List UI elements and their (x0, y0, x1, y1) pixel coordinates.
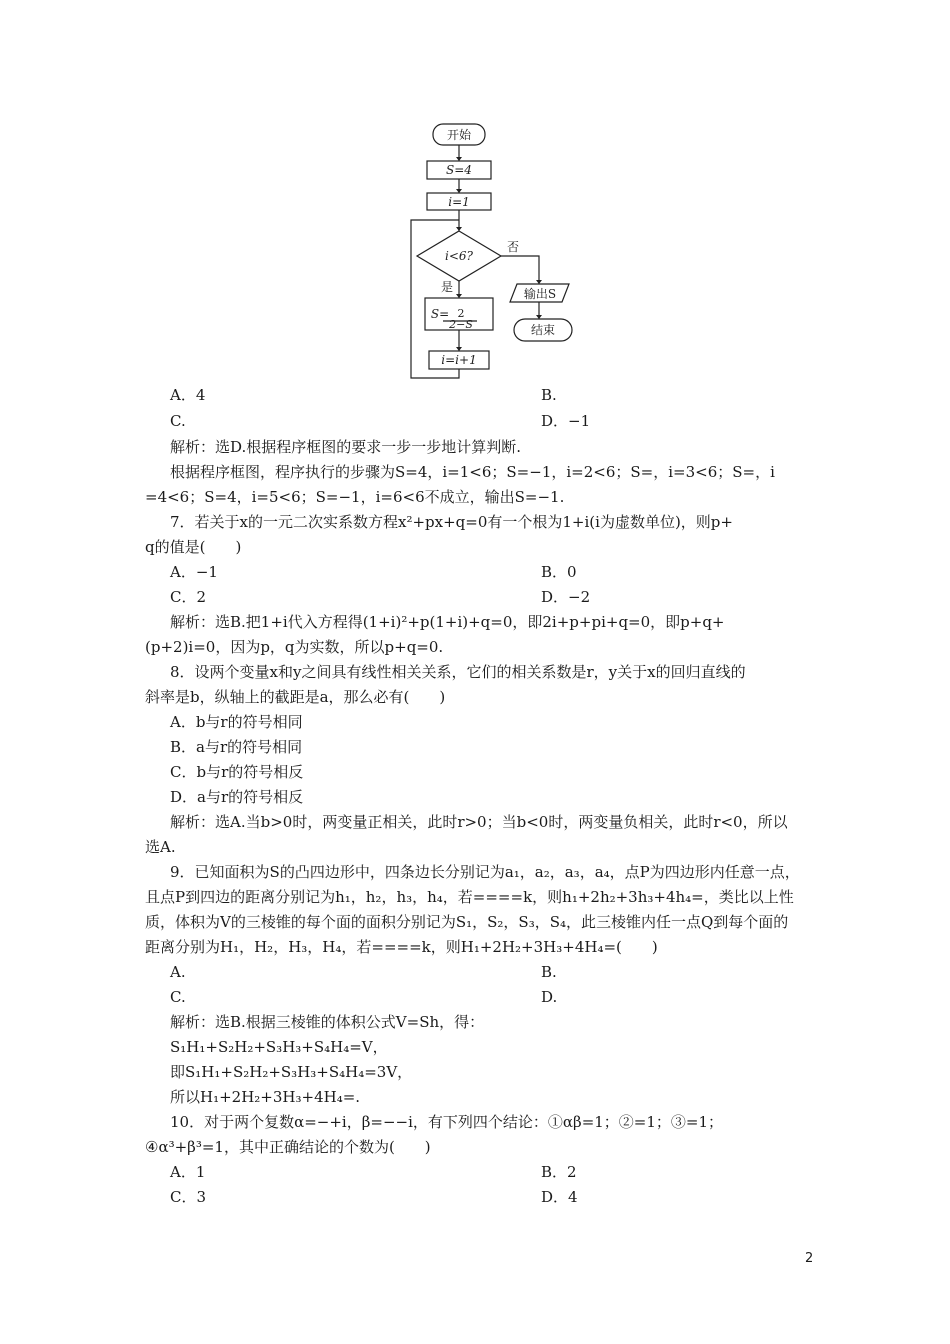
condition-label: i<6? (445, 249, 473, 263)
q10-stem-2: ④α³+β³=1，其中正确结论的个数为( ) (145, 1138, 431, 1156)
q6-analysis-3: =4<6；S=4，i=5<6；S=−1，i=6<6不成立，输出S=−1. (145, 488, 565, 506)
q9-stem-2: 且点P到四边的距离分别记为h₁，h₂，h₃，h₄，若====k，则h₁+2h₂+3h₃+4h₄=，类比以上性 (145, 888, 794, 906)
q8-option-a: A．b与r的符号相同 (170, 713, 303, 731)
q6-option-c: C. (170, 412, 186, 430)
q8-option-d: D．a与r的符号相反 (170, 788, 304, 806)
q7-stem-2: q的值是( ) (145, 538, 242, 556)
q8-option-c: C．b与r的符号相反 (170, 763, 304, 781)
incr-label: i=i+1 (441, 353, 477, 367)
no-label: 否 (506, 240, 520, 254)
i-init-label: i=1 (448, 195, 470, 209)
assign-lhs: S= (430, 307, 450, 321)
q7-analysis-1: 解析：选B.把1+i代入方程得(1+i)²+p(1+i)+q=0，即2i+p+pi+q=0，即p+q+ (170, 613, 725, 631)
q9-option-b: B. (541, 963, 557, 981)
q7-option-d: D．−2 (541, 588, 591, 606)
q10-option-b: B．2 (541, 1163, 577, 1181)
q9-option-d: D. (541, 988, 558, 1006)
q7-option-a: A．−1 (170, 563, 218, 581)
q6-option-b: B. (541, 386, 557, 404)
q9-stem-4: 距离分别为H₁，H₂，H₃，H₄，若====k，则H₁+2H₂+3H₃+4H₄=( ) (145, 938, 658, 956)
q10-option-a: A．1 (170, 1163, 206, 1181)
q6-option-d: D．−1 (541, 412, 591, 430)
q8-option-b: B．a与r的符号相同 (170, 738, 303, 756)
q8-stem-2: 斜率是b，纵轴上的截距是a，那么必有( ) (145, 688, 446, 706)
yes-label: 是 (440, 280, 454, 294)
s-init-label: S=4 (446, 163, 472, 177)
start-label: 开始 (446, 128, 472, 142)
q10-option-d: D．4 (541, 1188, 578, 1206)
q6-analysis-2: 根据程序框图，程序执行的步骤为S=4，i=1<6；S=−1，i=2<6；S=，i=3<6；S=，i (170, 463, 775, 481)
q6-analysis-1: 解析：选D.根据程序框图的要求一步一步地计算判断. (170, 438, 522, 456)
q10-stem-1: 10．对于两个复数α=−+i，β=−−i，有下列四个结论：①αβ=1；②=1；③=1； (170, 1113, 724, 1131)
q8-analysis-2: 选A. (145, 838, 176, 856)
page-number: 2 (805, 1251, 814, 1266)
q9-analysis-2: S₁H₁+S₂H₂+S₃H₃+S₄H₄=V， (170, 1038, 388, 1056)
q10-option-c: C．3 (170, 1188, 207, 1206)
q8-stem-1: 8．设两个变量x和y之间具有线性相关关系，它们的相关系数是r，y关于x的回归直线的 (170, 663, 746, 681)
q9-stem-3: 质，体积为V的三棱锥的每个面的面积分别记为S₁，S₂，S₃，S₄，此三棱锥内任一点Q到每个面的 (145, 913, 789, 931)
q8-analysis-1: 解析：选A.当b>0时，两变量正相关，此时r>0；当b<0时，两变量负相关，此时r<0，所以 (170, 813, 788, 831)
q9-analysis-1: 解析：选B.根据三棱锥的体积公式V=Sh，得： (170, 1013, 485, 1031)
q9-analysis-4: 所以H₁+2H₂+3H₃+4H₄=. (170, 1088, 361, 1106)
q9-option-a: A. (170, 963, 186, 981)
q9-stem-1: 9．已知面积为S的凸四边形中，四条边长分别记为a₁，a₂，a₃，a₄，点P为四边形内任意一点， (170, 863, 800, 881)
q7-analysis-2: (p+2)i=0，因为p，q为实数，所以p+q=0. (145, 638, 444, 656)
end-label: 结束 (530, 323, 556, 337)
output-label: 输出S (523, 287, 557, 301)
q7-option-b: B．0 (541, 563, 577, 581)
q9-option-c: C. (170, 988, 186, 1006)
q6-option-a: A．4 (170, 386, 206, 404)
q7-option-c: C．2 (170, 588, 207, 606)
q9-analysis-3: 即S₁H₁+S₂H₂+S₃H₃+S₄H₄=3V， (170, 1063, 413, 1081)
assign-numerator: 2 (457, 307, 465, 320)
assign-denominator: 2−S (449, 318, 473, 331)
flowchart (405, 118, 585, 384)
q7-stem-1: 7．若关于x的一元二次实系数方程x²+px+q=0有一个根为1+i(i为虚数单位)，则p+ (170, 513, 733, 531)
